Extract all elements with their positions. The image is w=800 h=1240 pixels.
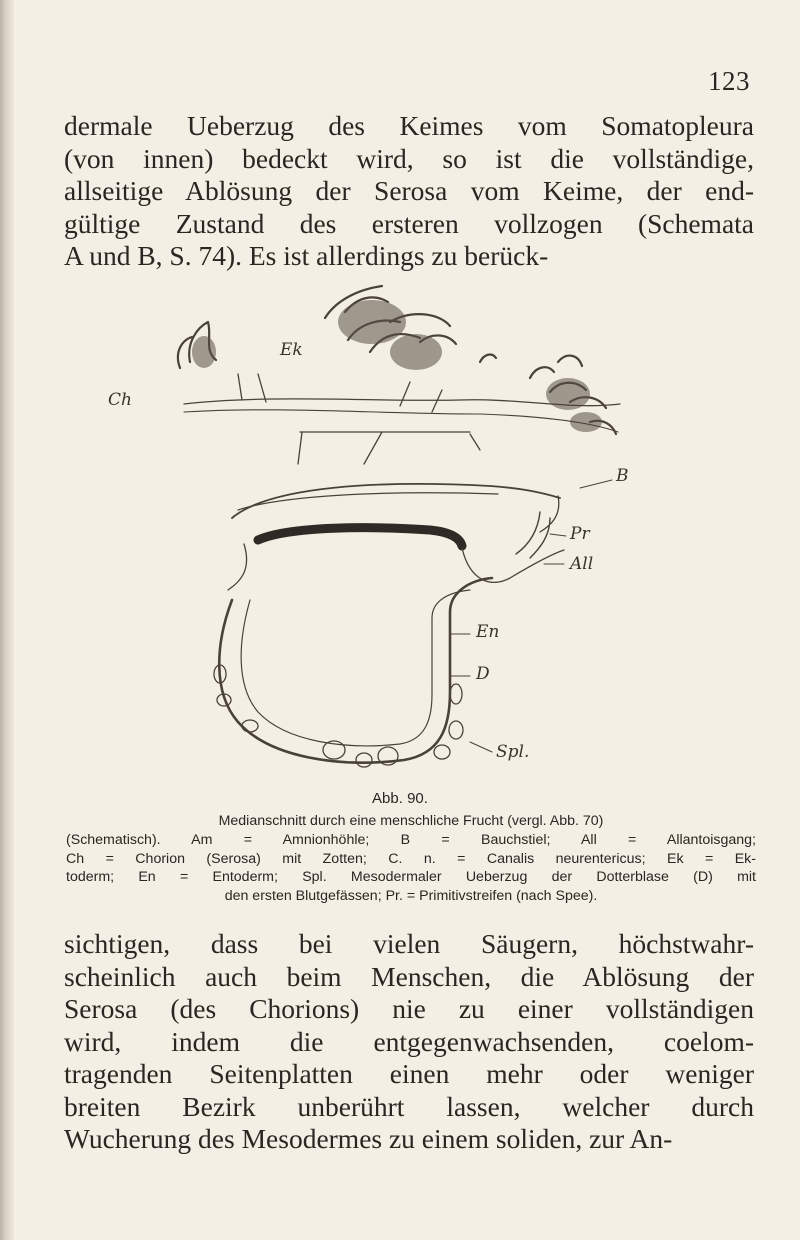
label-all: All <box>570 554 594 574</box>
label-b: B <box>616 466 629 486</box>
caption-line: den ersten Blutgefässen; Pr. = Primitivstreifen (nach Spee). <box>224 888 598 905</box>
caption-line: Medianschnitt durch eine menschliche Frucht (vergl. Abb. 70) <box>218 813 604 829</box>
page-number: 123 <box>708 66 750 96</box>
paragraph-top <box>64 110 754 273</box>
embryo-diagram-drawing <box>120 282 640 772</box>
caption-line: (Schematisch). Am = Amnionhöhle; B = Bauchstiel; All = Allantoisgang; <box>66 831 756 848</box>
label-ek: Ek <box>280 340 303 360</box>
paragraph-bottom <box>64 928 754 1156</box>
text-line: (von innen) bedeckt wird, so ist die vollständige, <box>64 142 754 174</box>
caption-line: toderm; En = Entoderm; Spl. Mesodermaler Ueberzug der Dotterblase (D) mit <box>66 869 756 886</box>
text-line: gültige Zustand des ersteren vollzogen (Schemata <box>64 207 754 239</box>
text-line: allseitige Ablösung der Serosa vom Keime, der end- <box>64 175 754 206</box>
embryonic-disc <box>258 528 462 546</box>
figure-title: Abb. 90. <box>372 790 428 807</box>
text-line: dermale Ueberzug des Keimes vom Somatopleura <box>64 110 754 141</box>
label-d: D <box>476 664 490 684</box>
allantois <box>516 512 550 558</box>
text-line: A und B, S. 74). Es ist allerdings zu berück- <box>64 240 549 271</box>
book-gutter <box>0 0 14 1240</box>
label-en: En <box>476 622 500 642</box>
label-ch: Ch <box>108 390 132 410</box>
text-line: Wucherung des Mesodermes zu einem soliden, zur An- <box>64 1123 673 1154</box>
label-pr: Pr <box>570 524 590 544</box>
caption-line: Ch = Chorion (Serosa) mit Zotten; C. n. = Canalis neurentericus; Ek = Ek- <box>66 850 756 867</box>
text-line: Serosa (des Chorions) nie zu einer vollständigen <box>64 993 754 1024</box>
yolk-sac <box>219 578 492 763</box>
text-line: breiten Bezirk unberührt lassen, welcher durch <box>64 1090 754 1122</box>
text-line: scheinlich auch beim Menschen, die Ablösung der <box>64 960 754 992</box>
text-line: tragenden Seitenplatten einen mehr oder weniger <box>64 1058 754 1089</box>
embryo-median-section-figure <box>108 282 640 772</box>
figure-caption <box>66 812 756 906</box>
label-spl: Spl. <box>496 742 530 762</box>
text-line: sichtigen, dass bei vielen Säugern, höchstwahr- <box>64 928 754 959</box>
text-line: wird, indem die entgegenwachsenden, coelom- <box>64 1025 754 1057</box>
label-leader-lines <box>450 480 612 752</box>
